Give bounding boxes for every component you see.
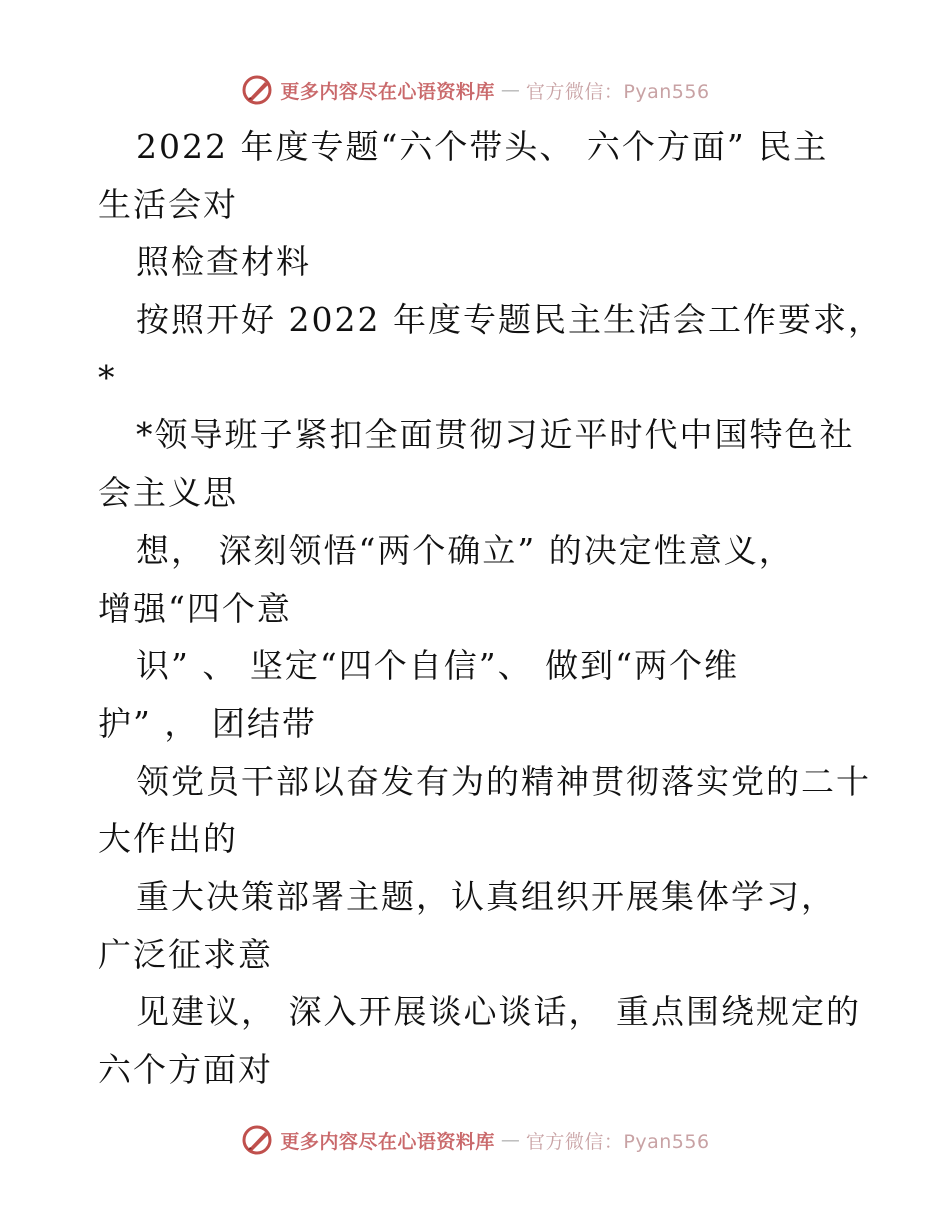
pen-logo-icon: [240, 1123, 274, 1157]
text-line: 大作出的: [98, 819, 238, 859]
text-line: 护” ， 团结带: [98, 703, 317, 743]
document-body: [98, 118, 883, 1099]
text-line: 会主义思: [98, 473, 238, 513]
watermark-brand-text: 更多内容尽在心语资料库: [280, 80, 495, 103]
text-line: 按照开好 2022 年度专题民主生活会工作要求，: [136, 300, 883, 340]
text-line: 广泛征求意: [98, 934, 273, 974]
text-line: 想， 深刻领悟“两个确立” 的决定性意义，: [136, 530, 794, 570]
watermark-brand-text: 更多内容尽在心语资料库: [280, 1130, 495, 1153]
watermark-contact: 官方微信：Pyan556: [525, 1130, 710, 1153]
text-line: 识” 、 坚定“四个自信”、 做到“两个维: [136, 646, 739, 686]
text-line: *: [98, 357, 117, 397]
text-line: 六个方面对: [98, 1050, 273, 1089]
watermark-dash: —: [500, 1129, 520, 1151]
header-watermark: [0, 70, 950, 110]
text-line: 领党员干部以奋发有为的精神贯彻落实党的二十: [136, 761, 871, 801]
text-line: 见建议， 深入开展谈心谈话， 重点围绕规定的: [136, 992, 861, 1032]
pen-logo-icon: [240, 73, 274, 107]
text-line: 2022 年度专题“六个带头、 六个方面” 民主: [136, 127, 829, 166]
watermark-dash: —: [500, 79, 520, 101]
footer-watermark: [0, 1120, 950, 1160]
text-line: 照检查材料: [136, 242, 311, 282]
watermark-contact: 官方微信：Pyan556: [525, 80, 710, 103]
text-line: *领导班子紧扣全面贯彻习近平时代中国特色社: [136, 415, 855, 455]
text-line: 重大决策部署主题，认真组织开展集体学习，: [136, 876, 836, 916]
text-line: 生活会对: [98, 184, 238, 224]
text-line: 增强“四个意: [98, 588, 292, 628]
